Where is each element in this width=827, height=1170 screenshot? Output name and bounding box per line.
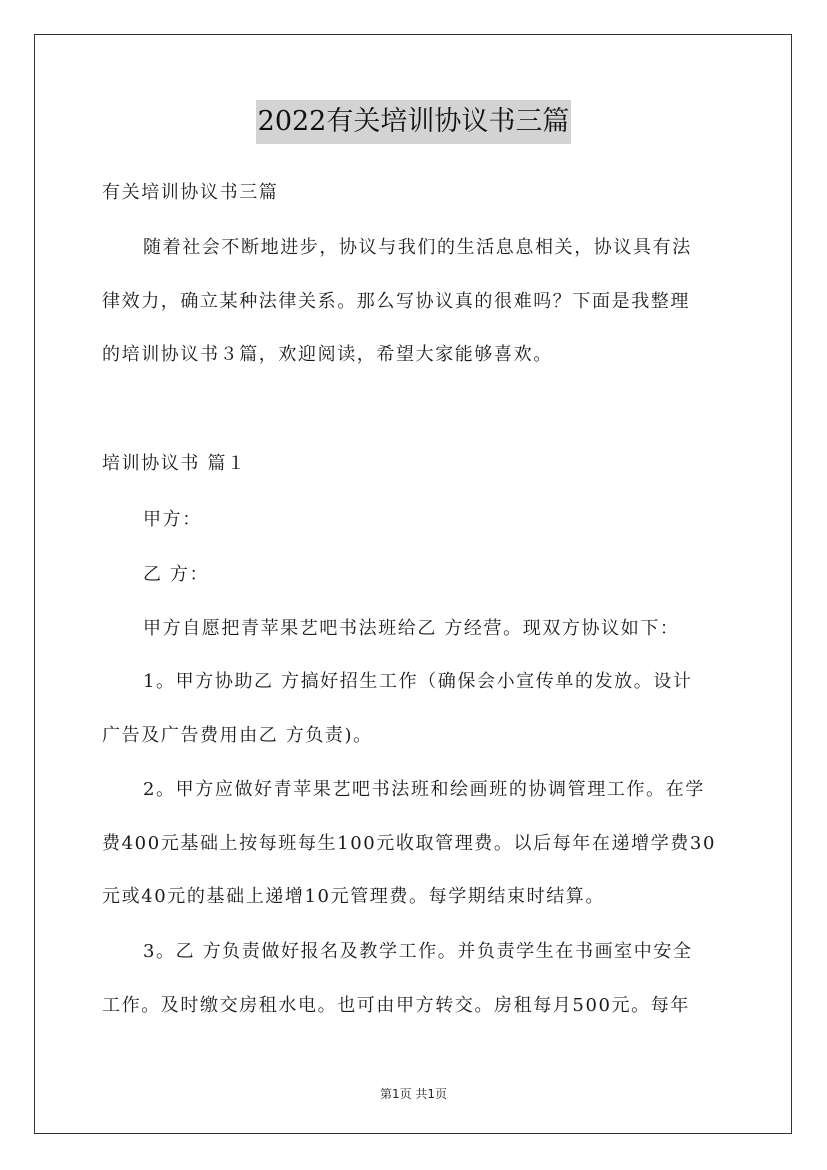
intro-paragraph-line-1: 随着社会不断地进步，协议与我们的生活息息相关，协议具有法 [143, 237, 692, 258]
clause-3-line-2: 工作。及时缴交房租水电。也可由甲方转交。房租每月500元。每年 [102, 995, 690, 1016]
clause-3-line-1: 3。乙 方负责做好报名及教学工作。并负责学生在书画室中安全 [143, 941, 693, 962]
subtitle-line: 有关培训协议书三篇 [102, 182, 279, 203]
document-title: 2022有关培训协议书三篇 [256, 100, 572, 144]
page-footer: 第1页 共1页 [379, 1087, 448, 1101]
clause-2-line-2: 费400元基础上按每班每生100元收取管理费。以后每年在递增学费30 [102, 833, 717, 854]
party-b-line: 乙 方： [143, 564, 210, 585]
intro-paragraph-line-2: 律效力，确立某种法律关系。那么写协议真的很难吗？下面是我整理 [102, 291, 690, 312]
agreement-intro-line: 甲方自愿把青苹果艺吧书法班给乙 方经营。现双方协议如下： [143, 618, 680, 639]
title-container [0, 100, 827, 144]
intro-paragraph-line-3: 的培训协议书３篇，欢迎阅读，希望大家能够喜欢。 [102, 344, 553, 365]
clause-2-line-1: 2。甲方应做好青苹果艺吧书法班和绘画班的协调管理工作。在学 [143, 779, 705, 800]
clause-1-line-1: 1。甲方协助乙 方搞好招生工作（确保会小宣传单的发放。设计 [143, 671, 693, 692]
clause-1-line-2: 广告及广告费用由乙 方负责)。 [102, 725, 373, 746]
section-heading: 培训协议书 篇１ [102, 453, 247, 474]
party-a-line: 甲方： [143, 509, 202, 530]
clause-2-line-3: 元或40元的基础上递增10元管理费。每学期结束时结算。 [102, 886, 606, 907]
